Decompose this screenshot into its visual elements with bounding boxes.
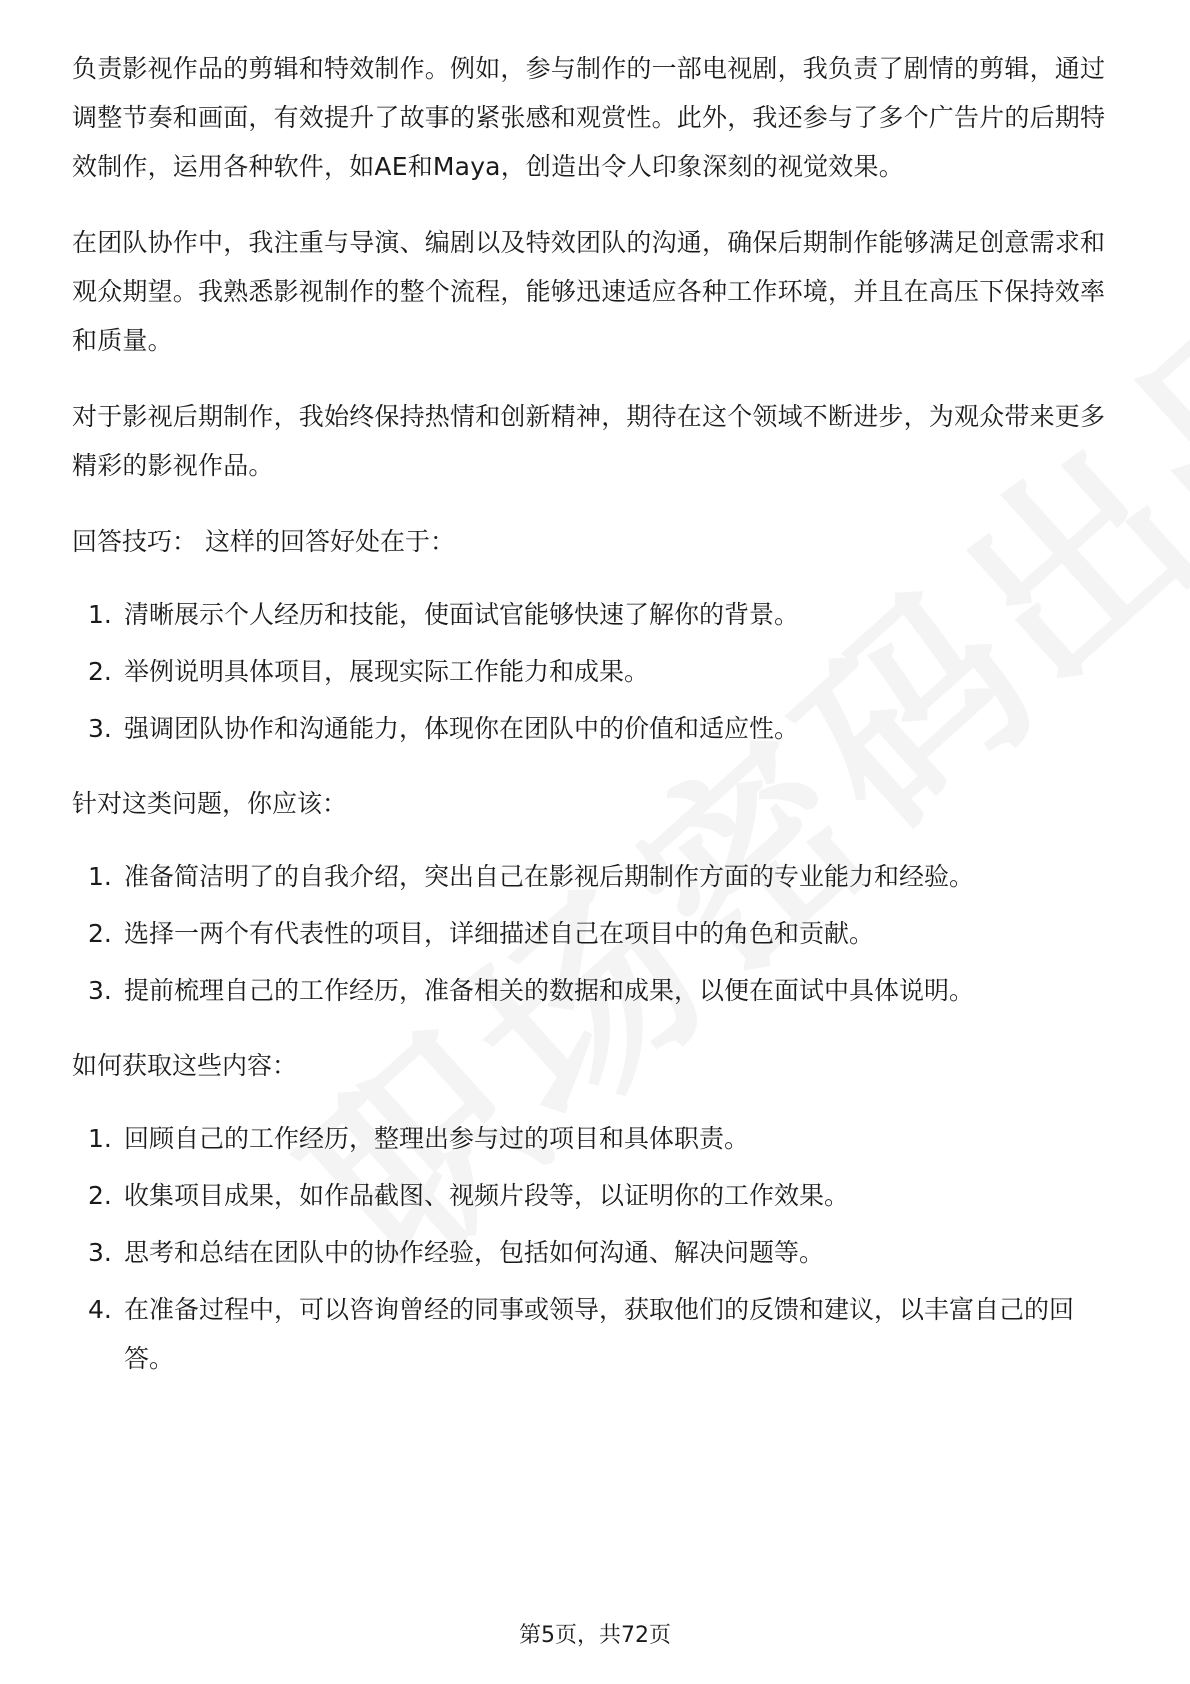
list-text: 准备简洁明了的自我介绍，突出自己在影视后期制作方面的专业能力和经验。 [124, 862, 975, 891]
list-item [72, 704, 1122, 753]
list-number: 3. [88, 1238, 112, 1267]
answer-tips-list [72, 590, 1122, 753]
list-item [72, 852, 1122, 901]
list-text: 提前梳理自己的工作经历，准备相关的数据和成果，以便在面试中具体说明。 [124, 976, 975, 1005]
paragraph: 负责影视作品的剪辑和特效制作。例如，参与制作的一部电视剧，我负责了剧情的剪辑，通过调整节奏和画面，有效提升了故事的紧张感和观赏性。此外，我还参与了多个广告片的后期特效制作，运用各种软件，如AE和Maya，创造出令人印象深刻的视觉效果。 [72, 54, 1106, 181]
list-text: 思考和总结在团队中的协作经验，包括如何沟通、解决问题等。 [124, 1238, 825, 1267]
list-number: 1. [88, 1124, 112, 1153]
list-item [72, 647, 1122, 696]
list-item [72, 1171, 1122, 1220]
list-number: 3. [88, 714, 112, 743]
list-number: 2. [88, 919, 112, 948]
what-to-do-list [72, 852, 1122, 1015]
list-text: 选择一两个有代表性的项目，详细描述自己在项目中的角色和贡献。 [124, 919, 875, 948]
how-to-get-list [72, 1114, 1122, 1383]
list-item [72, 1114, 1122, 1163]
list-text: 在准备过程中，可以咨询曾经的同事或领导，获取他们的反馈和建议，以丰富自己的回答。 [124, 1295, 1075, 1373]
section-heading-answer-tips: 回答技巧： 这样的回答好处在于： [72, 527, 455, 556]
section-heading-how-to-get: 如何获取这些内容： [72, 1051, 298, 1080]
list-number: 4. [88, 1295, 112, 1324]
list-number: 3. [88, 976, 112, 1005]
paragraph: 在团队协作中，我注重与导演、编剧以及特效团队的沟通，确保后期制作能够满足创意需求和观众期望。我熟悉影视制作的整个流程，能够迅速适应各种工作环境，并且在高压下保持效率和质量。 [72, 228, 1106, 355]
section-heading-what-to-do: 针对这类问题，你应该： [72, 789, 348, 818]
list-item [72, 966, 1122, 1015]
list-text: 强调团队协作和沟通能力，体现你在团队中的价值和适应性。 [124, 714, 800, 743]
list-item [72, 909, 1122, 958]
list-text: 回顾自己的工作经历，整理出参与过的项目和具体职责。 [124, 1124, 750, 1153]
list-number: 1. [88, 862, 112, 891]
page-number-footer: 第5页，共72页 [519, 1623, 671, 1648]
list-item [72, 1285, 1122, 1383]
list-item [72, 1228, 1122, 1277]
list-text: 清晰展示个人经历和技能，使面试官能够快速了解你的背景。 [124, 600, 800, 629]
document-content [72, 44, 1122, 1409]
list-item [72, 590, 1122, 639]
list-text: 举例说明具体项目，展现实际工作能力和成果。 [124, 657, 650, 686]
list-number: 2. [88, 657, 112, 686]
list-number: 1. [88, 600, 112, 629]
paragraph: 对于影视后期制作，我始终保持热情和创新精神，期待在这个领域不断进步，为观众带来更多精彩的影视作品。 [72, 402, 1106, 480]
list-number: 2. [88, 1181, 112, 1210]
list-text: 收集项目成果，如作品截图、视频片段等，以证明你的工作效果。 [124, 1181, 850, 1210]
